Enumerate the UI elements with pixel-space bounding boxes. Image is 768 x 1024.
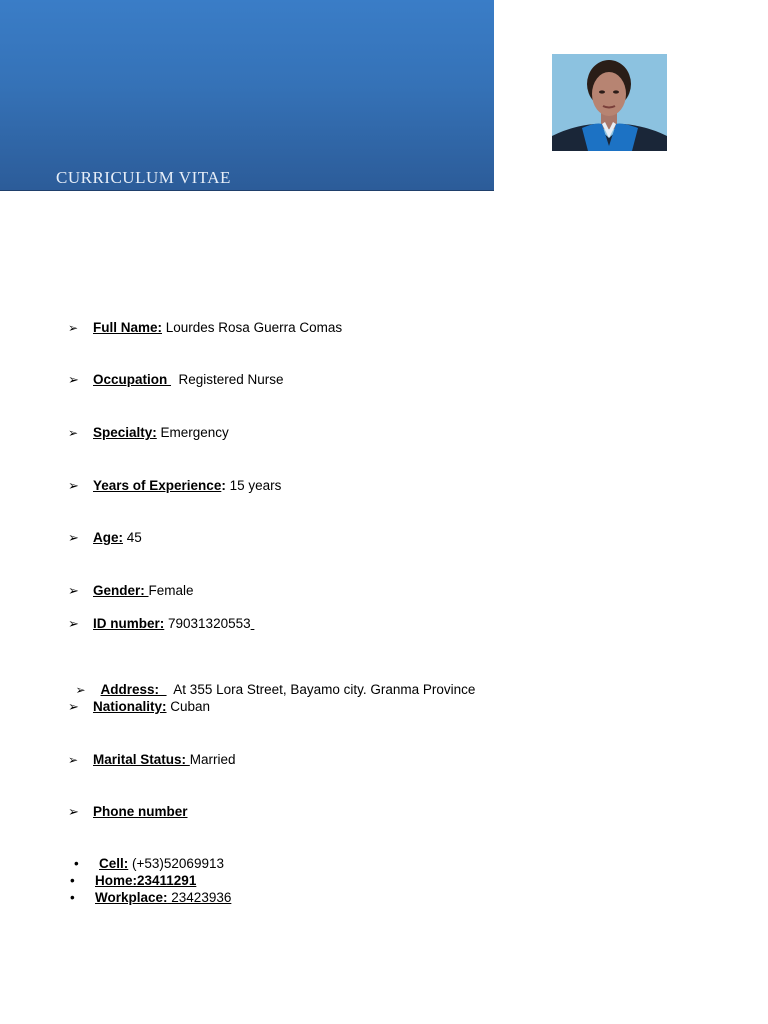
arrow-bullet-icon: ➢ (68, 426, 79, 440)
field-trail (251, 616, 255, 631)
field-label: Marital Status: (93, 752, 190, 767)
header-banner (0, 0, 494, 191)
document-title: CURRICULUM VITAE (56, 168, 231, 187)
portrait-image (552, 54, 667, 151)
field-value: Married (189, 752, 236, 767)
field-full-name (68, 320, 342, 336)
field-age (68, 530, 142, 546)
phone-workplace (68, 890, 231, 906)
field-phone-number (68, 804, 188, 820)
field-label: Full Name: (93, 320, 163, 335)
field-value: Registered Nurse (171, 372, 284, 387)
field-value: Emergency (156, 425, 229, 440)
arrow-bullet-icon: ➢ (68, 583, 79, 598)
phone-label: Workplace: (95, 890, 168, 905)
field-gender (68, 583, 194, 599)
dot-bullet-icon: • (74, 856, 79, 871)
field-label: Nationality: (93, 699, 167, 714)
profile-photo (552, 54, 667, 151)
phone-cell (72, 856, 224, 872)
arrow-bullet-icon: ➢ (68, 616, 79, 631)
field-label: Age: (93, 530, 123, 545)
field-nationality (68, 699, 210, 715)
field-value: 45 (123, 530, 142, 545)
field-label: Years of Experience (93, 478, 222, 493)
field-id-number (68, 616, 254, 632)
phone-value: (+53)52069913 (128, 856, 224, 871)
field-value: Lourdes Rosa Guerra Comas (162, 320, 343, 335)
arrow-bullet-icon: ➢ (68, 478, 79, 493)
phone-label: Cell: (99, 856, 129, 871)
field-label: Phone number (93, 804, 188, 819)
field-label: ID number: (93, 616, 165, 631)
field-years-of-experience (68, 478, 281, 494)
arrow-bullet-icon: ➢ (68, 530, 79, 545)
arrow-bullet-icon: ➢ (68, 699, 79, 714)
field-specialty (68, 425, 229, 441)
field-address (68, 666, 475, 698)
arrow-bullet-icon: ➢ (75, 683, 86, 697)
arrow-bullet-icon: ➢ (68, 753, 79, 767)
dot-bullet-icon: • (70, 890, 75, 905)
field-value: Cuban (166, 699, 211, 714)
field-label: Gender: (93, 583, 149, 598)
arrow-bullet-icon: ➢ (68, 321, 79, 335)
field-value: At 355 Lora Street, Bayamo city. Granma Province (166, 682, 476, 697)
dot-bullet-icon: • (70, 873, 75, 888)
field-label: Specialty: (93, 425, 157, 440)
field-marital-status (68, 752, 236, 768)
arrow-bullet-icon: ➢ (68, 804, 79, 819)
field-value: 79031320553 (164, 616, 251, 631)
field-label-suffix: : (221, 478, 226, 493)
phone-label: Home:23411291 (95, 873, 197, 888)
field-value: Female (148, 583, 194, 598)
phone-value: 23423936 (167, 890, 232, 905)
phone-home (68, 873, 196, 889)
field-label: Address: (100, 682, 167, 697)
arrow-bullet-icon: ➢ (68, 372, 79, 387)
field-occupation (68, 372, 284, 388)
field-value: 15 years (225, 478, 282, 493)
field-label: Occupation (93, 372, 172, 387)
